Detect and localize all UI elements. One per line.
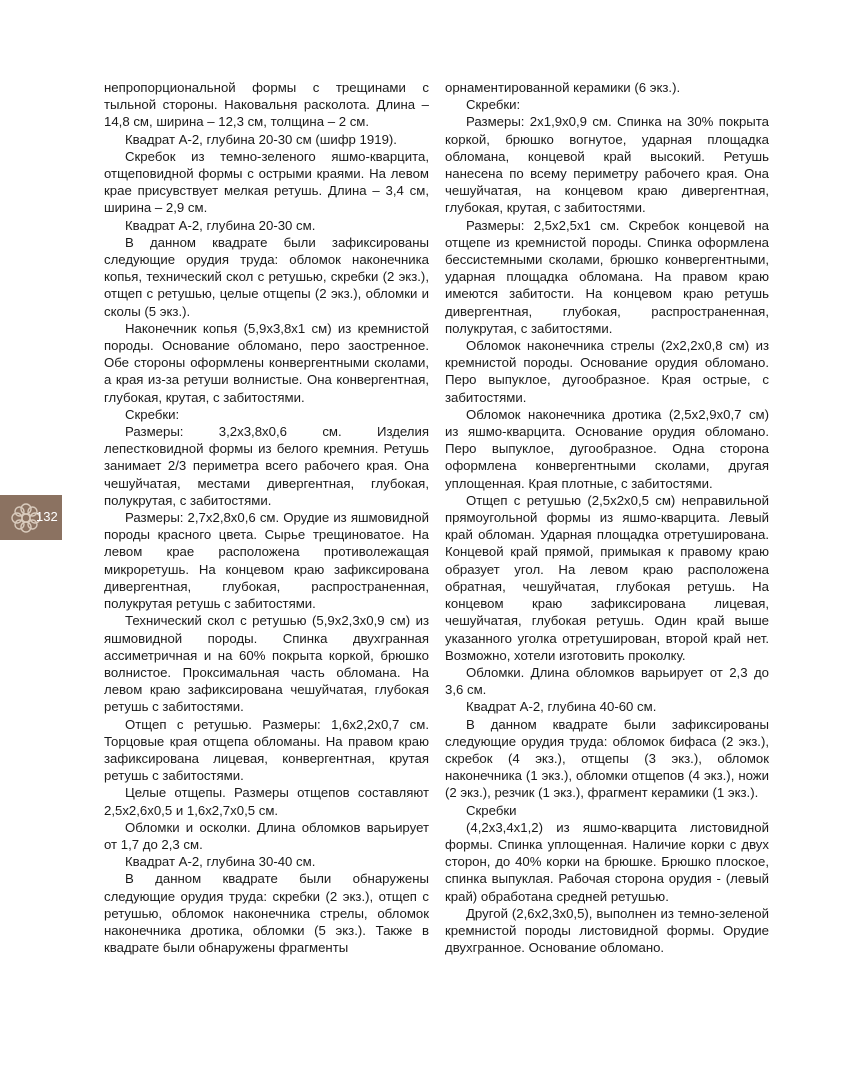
paragraph: Размеры: 2,7х2,8х0,6 см. Орудие из яшмовидной породы красного цвета. Сырье трещиноватое. На левом крае расположена противолежащая микроретушь. На концевом краю зафиксирована дивергентная, глубокая, распространенная, полукрутая ретушь с забитостями. (104, 510, 429, 612)
paragraph: Квадрат А-2, глубина 40-60 см. (466, 699, 657, 715)
paragraph: Целые отщепы. Размеры отщепов составляют 2,5х2,6х0,5 и 1,6х2,7х0,5 см. (104, 785, 429, 818)
paragraph: Скребок из темно-зеленого яшмо-кварцита, отщеповидной формы с острыми краями. На левом крае присувствует мелкая ретушь. Длина – 3,4 см, ширина – 2,9 см. (104, 148, 429, 216)
paragraph: В данном квадрате были зафиксированы следующие орудия труда: обломок наконечника копья, технический скол с ретушью, скребки (2 экз.), отщеп с ретушью, целые отщепы (2 экз.), обломки и сколы (5 экз.). (104, 234, 429, 319)
paragraph: Обломки и осколки. Длина обломков варьирует от 1,7 до 2,3 см. (104, 819, 429, 852)
paragraph: Скребки: (466, 97, 521, 113)
paragraph: Обломок наконечника дротика (2,5х2,9х0,7 см) из яшмо-кварцита. Основание орудия обломано. Перо выпуклое, дугообразное. Одна сторона оформлена конвергентными сколами, другая уплощенная. Края плотные, с забитостями. (445, 406, 769, 491)
paragraph: Обломки. Длина обломков варьирует от 2,3 до 3,6 см. (445, 664, 769, 698)
page-number: 132 (36, 509, 58, 524)
paragraph: Скребки: (125, 406, 180, 422)
paragraph: Отщеп с ретушью. Размеры: 1,6х2,2х0,7 см. Торцовые края отщепа обломаны. На правом краю зафиксирована лицевая, конвергентная, крутая ретушь с забитостями. (104, 716, 429, 784)
paragraph: Другой (2,6х2,3х0,5), выполнен из темно-зеленой кремнистой породы листовидной формы. Орудие двухгранное. Основание обломано. (445, 905, 769, 956)
paragraph: Квадрат А-2, глубина 20-30 см (шифр 1919). (125, 131, 397, 147)
right-column (445, 79, 769, 956)
paragraph: Размеры: 2,5х2,5х1 см. Скребок концевой на отщепе из кремнистой породы. Спинка оформлена бессистемными сколами, брюшко конвергентными, ударная площадка обломана. На правом краю имеются забитости. На концевом краю ретушь дивергентная, глубокая, распространенная, полукрутая, с забитостями. (445, 217, 769, 336)
paragraph: В данном квадрате были зафиксированы следующие орудия труда: обломок бифаса (2 экз.), скребок (4 экз.), отщепы (3 экз.), обломок наконечника (1 экз.), обломки отщепов (4 экз.), ножи (2 экз.), резчик (1 экз.), фрагмент керамики (1 экз.). (445, 716, 769, 801)
paragraph: орнаментированной керамики (6 экз.). (445, 80, 681, 95)
paragraph: Технический скол с ретушью (5,9х2,3х0,9 см) из яшмовидной породы. Спинка двухгранная ассиметричная и на 60% покрыта коркой, брюшко волнистое. Проксимальная часть обломана. На левом краю зафиксирована чешуйчатая, глубокая ретушь с забитостями. (104, 613, 429, 715)
left-column (104, 79, 429, 956)
paragraph: Наконечник копья (5,9х3,8х1 см) из кремнистой породы. Основание обломано, перо заостренное. Обе стороны оформлены конвергентными сколами, а края из-за ретуши волнистые. Она конвергентная, глубокая, крутая, с забитостями. (104, 320, 429, 405)
paragraph: Размеры: 3,2х3,8х0,6 см. Изделия лепестковидной формы из белого кремния. Ретушь занимает 2/3 периметра всего рабочего края. Она чешуйчатая, местами дивергентная, глубокая, полукрутая, с забитостями. (104, 424, 429, 508)
paragraph: Квадрат А-2, глубина 20-30 см. (125, 217, 316, 233)
paragraph: Отщеп с ретушью (2,5х2х0,5 см) неправильной прямоугольной формы из яшмо-кварцита. Левый край обломан. Ударная площадка отретуширована. Концевой край прямой, примыкая к правому краю образует угол. На левом краю расположена обратная, чешуйчатая, глубокая ретушь. На концевом краю зафиксирована лицевая, чешуйчатая, глубокая ретушь. Один край выше указанного уголка отретуширован, второй край нет. Возможно, хотели изготовить проколку. (445, 492, 769, 663)
paragraph: Скребки (466, 802, 517, 818)
paragraph: В данном квадрате были обнаружены следующие орудия труда: скребки (2 экз.), отщеп с ретушью, обломок наконечника стрелы, обломок наконечника дротика, обломки (5 экз.). Также в квадрате были обнаружены фрагменты (104, 871, 429, 956)
page-number-tab (0, 495, 62, 540)
paragraph: (4,2х3,4х1,2) из яшмо-кварцита листовидной формы. Спинка уплощенная. Наличие корки с двух сторон, до 40% корки на брюшке. Брюшко плоское, спинка выпуклая. Рабочая сторона орудия - (левый край) обработана средней ретушью. (445, 819, 769, 904)
paragraph: непропорциональной формы с трещинами с тыльной стороны. Наковальня расколота. Длина – 14,8 см, ширина – 12,3 см, толщина – 2 см. (104, 80, 429, 130)
paragraph: Размеры: 2х1,9х0,9 см. Спинка на 30% покрыта коркой, брюшко вогнутое, ударная площадка обломана, концевой край высокий. Ретушь нанесена по всему периметру рабочего края. Она чешуйчатая, на концевом краю дивергентная, глубокая, крутая, с забитостями. (445, 114, 769, 216)
paragraph: Обломок наконечника стрелы (2х2,2х0,8 см) из кремнистой породы. Основание орудия обломано. Перо выпуклое, дугообразное. Края острые, с забитостями. (445, 338, 769, 405)
paragraph: Квадрат А-2, глубина 30-40 см. (125, 854, 316, 870)
